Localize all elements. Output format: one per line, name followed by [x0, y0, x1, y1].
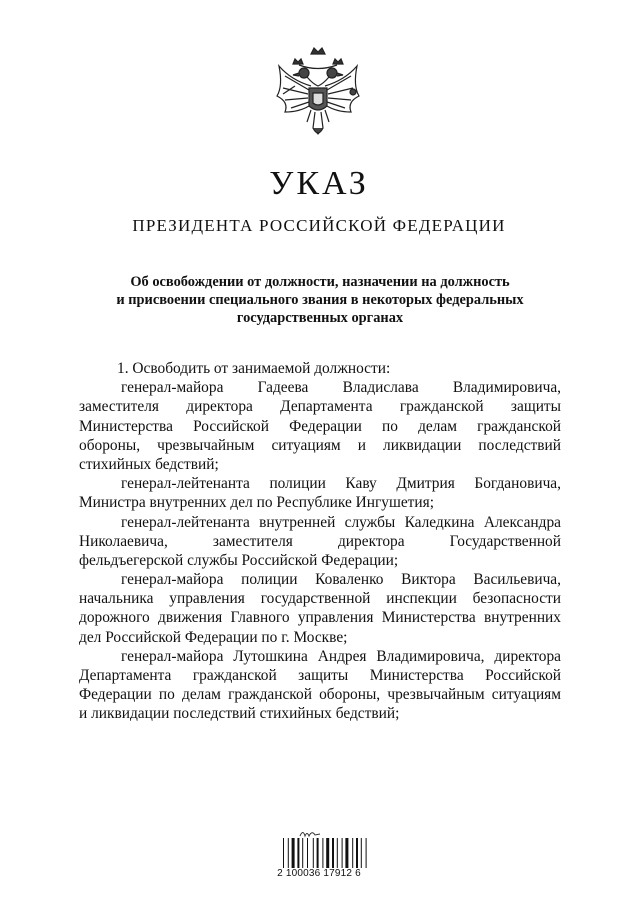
dismissal-item [79, 570, 561, 647]
item-line: Николаевича, заместителя директора Государственной [79, 532, 561, 550]
document-type: УКАЗ [269, 165, 369, 202]
item-line: Федерации по делам гражданской обороны, чрезвычайным ситуациям [79, 686, 561, 704]
dismissal-item [79, 378, 561, 474]
item-line: стихийных бедствий; [79, 455, 219, 473]
subject-line: государственных органах [236, 310, 404, 326]
item-line: и ликвидации последствий стихийных бедствий; [79, 705, 400, 723]
dismissal-item [79, 513, 561, 571]
item-line: Министерства Российской Федерации по делам гражданской [79, 417, 561, 435]
item-line: заместителя директора Департамента гражданской защиты [79, 398, 561, 416]
barcode-icon [283, 838, 379, 868]
item-line: генерал-лейтенанта полиции Каву Дмитрия Богдановича, [121, 475, 561, 493]
subject-line: Об освобождении от должности, назначении на должность [130, 274, 510, 290]
coat-of-arms-of-russia-icon [271, 46, 365, 146]
item-line: генерал-майора полиции Коваленко Виктора Васильевича, [121, 571, 561, 589]
item-line: начальника управления государственной инспекции безопасности [79, 590, 561, 608]
item-line: дел Российской Федерации по г. Москве; [79, 628, 348, 646]
dismissal-item [79, 474, 561, 512]
item-line: фельдъегерской службы Российской Федерации; [79, 551, 399, 569]
decree-subject [90, 273, 550, 327]
dismissal-item [79, 647, 561, 724]
barcode-number: 2 100036 17912 6 [277, 868, 361, 879]
issuer-title: ПРЕЗИДЕНТА РОССИЙСКОЙ ФЕДЕРАЦИИ [132, 216, 506, 235]
section-title: 1. Освободить от занимаемой должности: [117, 360, 391, 377]
decree-body [79, 359, 561, 724]
subject-line: и присвоении специального звания в некоторых федеральных [116, 292, 524, 308]
item-line: дорожного движения Главного управления Министерства внутренних [79, 609, 561, 627]
item-line: Департамента гражданской защиты Министерства Российской [79, 667, 561, 684]
item-line: обороны, чрезвычайным ситуациям и ликвидации последствий [79, 436, 561, 454]
item-line: Министра внутренних дел по Республике Ингушетия; [79, 494, 434, 512]
item-line: генерал-майора Гадеева Владислава Владимировича, [121, 379, 561, 397]
item-line: генерал-лейтенанта внутренней службы Каледкина Александра [121, 513, 561, 531]
item-line: генерал-майора Лутошкина Андрея Владимировича, директора [121, 647, 561, 665]
